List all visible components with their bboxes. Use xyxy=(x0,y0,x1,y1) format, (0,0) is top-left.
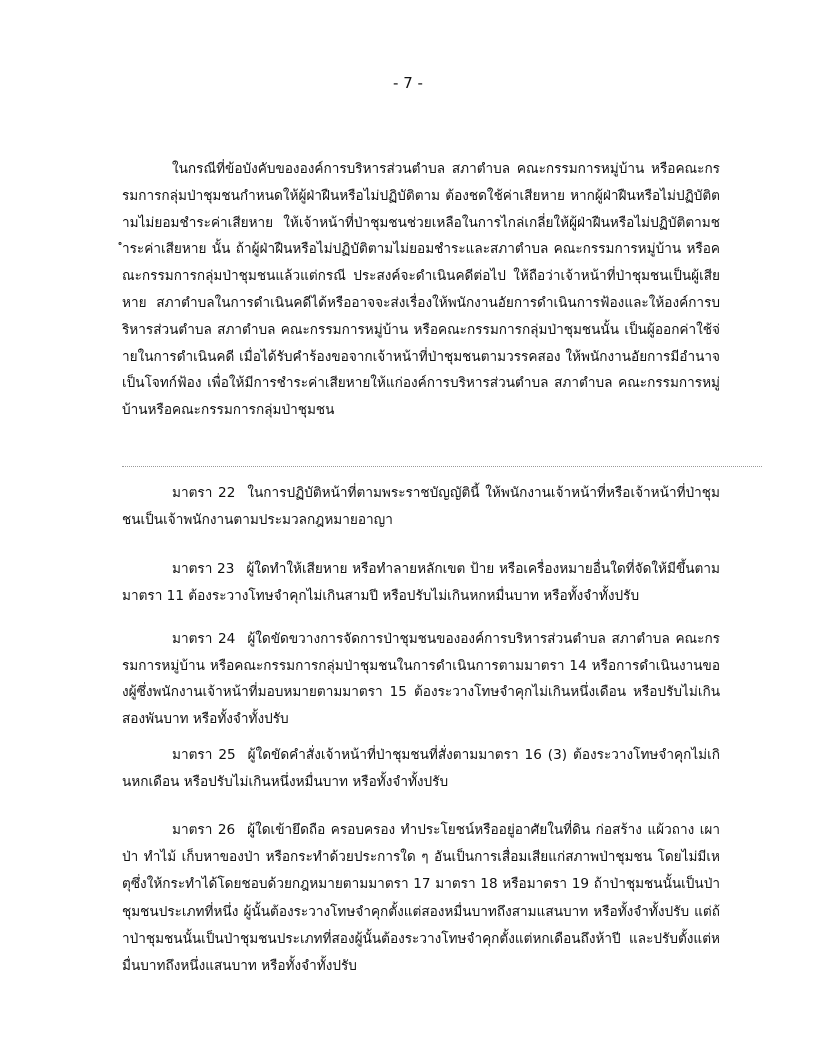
paragraph-text: ในกรณีที่ข้อบังคับขององค์การบริหารส่วนตำบล สภาตำบล คณะกรรมการหมู่บ้าน หรือคณะกรรมการกลุ่มป่าชุมชนกำหนดให้ผู้ฝ่าฝืนหรือไม่ปฏิบัติตาม ต้องชดใช้ค่าเสียหาย หากผู้ฝ่าฝืนหรือไม่ปฏิบัติตามไม่ยอมชำระค่าเสียหาย ให้เจ้าหน้าที่ป่าชุมชนช่วยเหลือในการไกล่เกลี่ยให้ผู้ฝ่าฝืนหรือไม่ปฏิบัติตามชำระค่าเสียหาย นั้น ถ้าผู้ฝ่าฝืนหรือไม่ปฏิบัติตามไม่ยอมชำระและสภาตำบล คณะกรรมการหมู่บ้าน หรือคณะกรรมการกลุ่มป่าชุมชนแล้วแต่กรณี ประสงค์จะดำเนินคดีต่อไป ให้ถือว่าเจ้าหน้าที่ป่าชุมชนเป็นผู้เสียหาย สภาตำบลในการดำเนินคดีได้หรืออาจจะส่งเรื่องให้พนักงานอัยการดำเนินการฟ้องและให้องค์การบริหารส่วนตำบล สภาตำบล คณะกรรมการหมู่บ้าน หรือคณะกรรมการกลุ่มป่าชุมชนนั้น เป็นผู้ออกค่าใช้จ่ายในการดำเนินคดี เมื่อได้รับคำร้องขอจากเจ้าหน้าที่ป่าชุมชนตามวรรคสอง ให้พนักงานอัยการมีอำนาจเป็นโจทก์ฟ้อง เพื่อให้มีการชำระค่าเสียหายให้แก่องค์การบริหารส่วนตำบล สภาตำบล คณะกรรมการหมู่บ้านหรือคณะกรรมการกลุ่มป่าชุมชน xyxy=(122,161,720,419)
section-25 xyxy=(122,742,720,797)
section-24 xyxy=(122,626,720,732)
section-label: มาตรา 23 xyxy=(172,561,235,577)
section-label: มาตรา 22 xyxy=(172,485,236,501)
section-26 xyxy=(122,817,720,980)
scan-artifact-line xyxy=(122,466,762,468)
section-label: มาตรา 26 xyxy=(172,822,236,838)
page-number: - 7 - xyxy=(393,74,423,92)
paragraph-damages-compensation xyxy=(122,156,720,424)
section-text: ผู้ใดขัดขวางการจัดการป่าชุมชนขององค์การบริหารส่วนตำบล สภาตำบล คณะกรรมการหมู่บ้าน หรือคณะกรรมการกลุ่มป่าชุมชนในการดำเนินการตามมาตรา 14 หรือการดำเนินงานของผู้ซึ่งพนักงานเจ้าหน้าที่มอบหมายตามมาตรา 15 ต้องระวางโทษจำคุกไม่เกินหนึ่งเดือน หรือปรับไม่เกินสองพันบาท หรือทั้งจำทั้งปรับ xyxy=(122,631,720,727)
section-23 xyxy=(122,556,720,611)
section-label: มาตรา 24 xyxy=(172,631,236,647)
section-text: ผู้ใดทำให้เสียหาย หรือทำลายหลักเขต ป้าย หรือเครื่องหมายอื่นใดที่จัดให้มีขึ้นตามมาตรา 11 ต้องระวางโทษจำคุกไม่เกินสามปี หรือปรับไม่เกินหกหมื่นบาท หรือทั้งจำทั้งปรับ xyxy=(122,561,720,605)
section-text: ผู้ใดเข้ายึดถือ ครอบครอง ทำประโยชน์หรืออยู่อาศัยในที่ดิน ก่อสร้าง แผ้วถาง เผาป่า ทำไม้ เก็บหาของป่า หรือกระทำด้วยประการใด ๆ อันเป็นการเสื่อมเสียแก่สภาพป่าชุมชน โดยไม่มีเหตุซึ่งให้กระทำได้โดยชอบด้วยกฎหมายตามมาตรา 17 มาตรา 18 หรือมาตรา 19 ถ้าป่าชุมชนนั้นเป็นป่าชุมชนประเภทที่หนึ่ง ผู้นั้นต้องระวางโทษจำคุกตั้งแต่สองหมื่นบาทถึงสามแสนบาท หรือทั้งจำทั้งปรับ แต่ถ้าป่าชุมชนนั้นเป็นป่าชุมชนประเภทที่สองผู้นั้นต้องระวางโทษจำคุกตั้งแต่หกเดือนถึงห้าปี และปรับตั้งแต่หมื่นบาทถึงหนึ่งแสนบาท หรือทั้งจำทั้งปรับ xyxy=(122,822,720,975)
section-text: ในการปฏิบัติหน้าที่ตามพระราชบัญญัตินี้ ให้พนักงานเจ้าหน้าที่หรือเจ้าหน้าที่ป่าชุมชนเป็นเจ้าพนักงานตามประมวลกฎหมายอาญา xyxy=(122,485,720,529)
section-text: ผู้ใดขัดคำสั่งเจ้าหน้าที่ป่าชุมชนที่สั่งตามมาตรา 16 (3) ต้องระวางโทษจำคุกไม่เกินหกเดือน หรือปรับไม่เกินหนึ่งหมื่นบาท หรือทั้งจำทั้งปรับ xyxy=(122,747,720,791)
section-label: มาตรา 25 xyxy=(172,747,236,763)
section-22 xyxy=(122,480,720,535)
